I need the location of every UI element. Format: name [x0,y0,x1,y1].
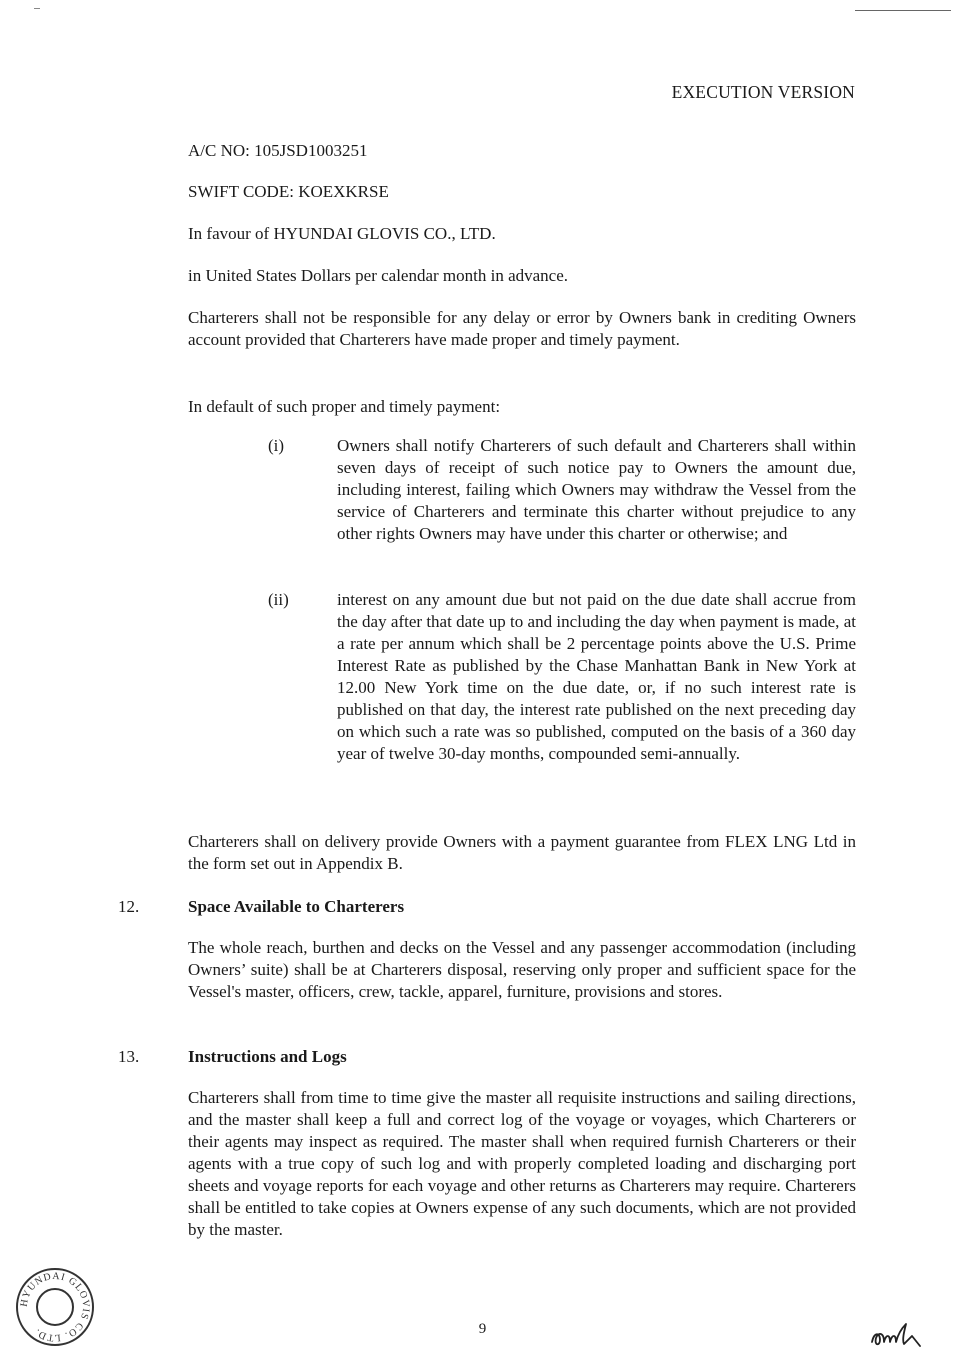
section-number: 12. [118,897,140,916]
section-text: Charterers shall from time to time give the master all requisite instructions and sailing directions, and the master shall keep a full and correct log of the voyage or voyages, which Charterers or their agents may inspect as required. The master shall when required furnish Charterers or their agents with a true copy of such log and with properly completed loading and discharging port sheets and voyage reports for each voyage and other returns as Charterers may require. Charterers shall be entitled to take copies at Owners expense of any such documents, which are not provided by the master. [188,1088,856,1239]
page-number: 9 [478,1321,487,1337]
bank-delay-paragraph: Charterers shall not be responsible for any delay or error by Owners bank in crediting Owners account provided that Charterers have made proper and timely payment. [188,308,856,349]
guarantee-paragraph: Charterers shall on delivery provide Owners with a payment guarantee from FLEX LNG Ltd in the form set out in Appendix B. [188,832,856,873]
currency-line: in United States Dollars per calendar month in advance. [188,266,569,285]
default-intro: In default of such proper and timely payment: [188,397,501,416]
account-number: A/C NO: 105JSD1003251 [188,141,368,160]
section-title: Instructions and Logs [188,1047,347,1066]
section-number: 13. [118,1047,140,1066]
default-item-text: interest on any amount due but not paid on the due date shall accrue from the day after that date up to and including the day when payment is made, at a rate per annum which shall be 2 percentage points above the U.S. Prime Interest Rate as published by the Chase Manhattan Bank in New York at 12.00 New York time on the due date, or, if no such interest rate is published on that day, the interest rate published on the next preceding day on which such a rate was so published, computed on the basis of a 360 day year of twelve 30-day months, compounded semi-annually. [337,590,856,763]
section-text: The whole reach, burthen and decks on the Vessel and any passenger accommodation (including Owners’ suite) shall be at Charterers disposal, reserving only proper and sufficient space for the Vessel's master, officers, crew, tackle, apparel, furniture, provisions and stores. [188,938,856,1001]
default-item-number: (ii) [268,590,289,609]
scan-rule [855,10,951,11]
favour-line: In favour of HYUNDAI GLOVIS CO., LTD. [188,224,496,243]
default-item-text: Owners shall notify Charterers of such default and Charterers shall within seven days of receipt of such notice pay to Owners the amount due, including interest, failing which Owners may withdraw the Vessel from the service of Charterers and terminate this charter without prejudice to any other rights Owners may have under this charter or otherwise; and [337,436,856,543]
default-item-number: (i) [268,436,285,455]
svg-text:HYUNDAI GLOVIS CO. LTD.: HYUNDAI GLOVIS CO. LTD. [18,1270,92,1344]
swift-code: SWIFT CODE: KOEXKRSE [188,182,389,201]
section-title: Space Available to Charterers [188,897,405,916]
handwritten-initials [868,1318,924,1350]
execution-version-label: EXECUTION VERSION [671,82,855,102]
scan-mark [34,8,40,9]
